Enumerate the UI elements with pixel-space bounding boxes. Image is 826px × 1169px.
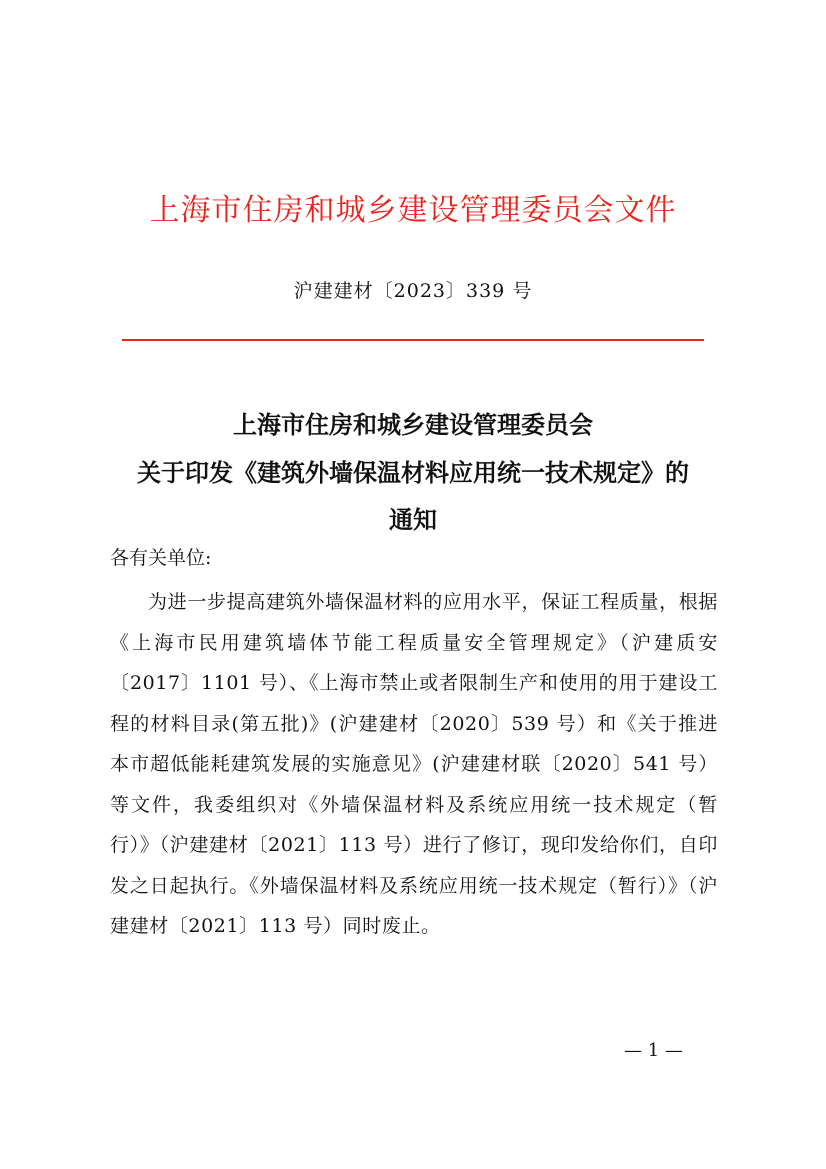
notice-title-line-1: 上海市住房和城乡建设管理委员会 [233,410,593,439]
red-divider-line [122,339,704,341]
notice-title-line-3: 通知 [389,505,437,534]
body-paragraph: 为进一步提高建筑外墙保温材料的应用水平，保证工程质量，根据《上海市民用建筑墙体节能工程质量安全管理规定》（沪建质安〔2017〕1101 号）、《上海市禁止或者限制生产和使用的用于建设工程的材料目录(第五批)》(沪建建材〔2020〕539 号）和《关于推进本市超低能耗建筑发展的实施意见》(沪建建材联〔2020〕541 号）等文件，我委组织对《外墙保温材料及系统应用统一技术规定（暂行）》（沪建建材〔2021〕113 号）进行了修订，现印发给你们，自印发之日起执行。《外墙保温材料及系统应用统一技术规定（暂行）》（沪建建材〔2021〕113 号）同时废止。 [110,591,718,937]
notice-title-line-2: 关于印发《建筑外墙保温材料应用统一技术规定》的 [137,458,689,487]
document-number: 沪建建材〔2023〕339 号 [293,280,533,302]
salutation: 各有关单位: [110,547,212,569]
document-header-title: 上海市住房和城乡建设管理委员会文件 [149,193,677,228]
page-number: — 1 — [624,1040,683,1061]
